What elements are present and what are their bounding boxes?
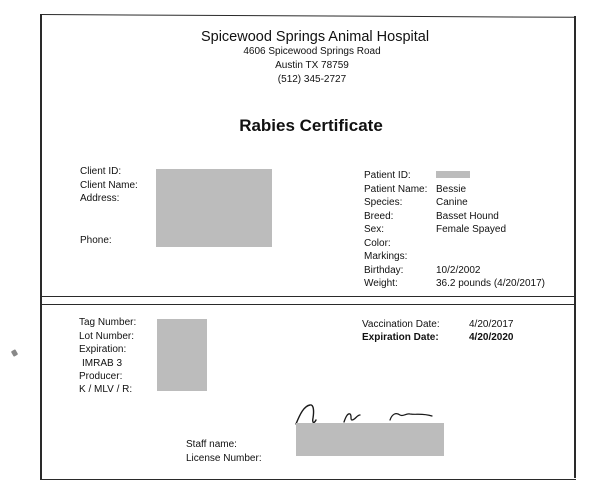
lot-number-label: Lot Number:	[79, 331, 135, 342]
bottom-border	[40, 479, 576, 480]
client-id-label: Client ID:	[80, 166, 122, 177]
client-address-label: Address:	[80, 193, 120, 204]
right-border	[574, 16, 576, 478]
breed-value: Basset Hound	[436, 211, 499, 222]
vaccination-date-label: Vaccination Date:	[362, 319, 440, 330]
weight-label: Weight:	[364, 278, 398, 289]
hospital-address: 4606 Spicewood Springs Road	[243, 46, 381, 57]
patient-id-label: Patient ID:	[364, 170, 411, 181]
staff-name-label: Staff name:	[186, 439, 237, 450]
client-info-redaction	[156, 169, 272, 247]
species-value: Canine	[436, 197, 468, 208]
producer-label: Producer:	[79, 371, 123, 382]
species-label: Species:	[364, 197, 403, 208]
weight-value: 36.2 pounds (4/20/2017)	[436, 278, 545, 289]
color-label: Color:	[364, 238, 391, 249]
expiration-date-value: 4/20/2020	[469, 332, 514, 343]
top-border	[40, 14, 576, 18]
certificate-title: Rabies Certificate	[239, 116, 383, 135]
tag-number-label: Tag Number:	[79, 317, 137, 328]
vaccine-info-redaction	[157, 319, 207, 391]
expiration-date-label: Expiration Date:	[362, 332, 439, 343]
expiration-label: Expiration:	[79, 344, 127, 355]
patient-id-redaction	[436, 171, 470, 178]
markings-label: Markings:	[364, 251, 408, 262]
section-divider-lower	[40, 304, 576, 305]
license-number-label: License Number:	[186, 453, 262, 464]
client-name-label: Client Name:	[80, 180, 138, 191]
hospital-phone: (512) 345-2727	[277, 74, 347, 85]
vaccine-product: IMRAB 3	[82, 358, 123, 369]
kmlvr-label: K / MLV / R:	[79, 384, 133, 395]
section-divider	[40, 296, 576, 297]
sex-label: Sex:	[364, 224, 385, 235]
sex-value: Female Spayed	[436, 224, 507, 235]
scan-mark	[11, 349, 18, 357]
breed-label: Breed:	[364, 211, 394, 222]
patient-name-value: Bessie	[436, 184, 467, 195]
client-phone-label: Phone:	[80, 235, 112, 246]
birthday-label: Birthday:	[364, 265, 404, 276]
staff-info-redaction	[296, 423, 444, 456]
birthday-value: 10/2/2002	[436, 265, 481, 276]
hospital-name: Spicewood Springs Animal Hospital	[200, 29, 430, 45]
hospital-city: Austin TX 78759	[275, 60, 349, 71]
patient-name-label: Patient Name:	[364, 184, 428, 195]
vaccination-date-value: 4/20/2017	[469, 319, 514, 330]
